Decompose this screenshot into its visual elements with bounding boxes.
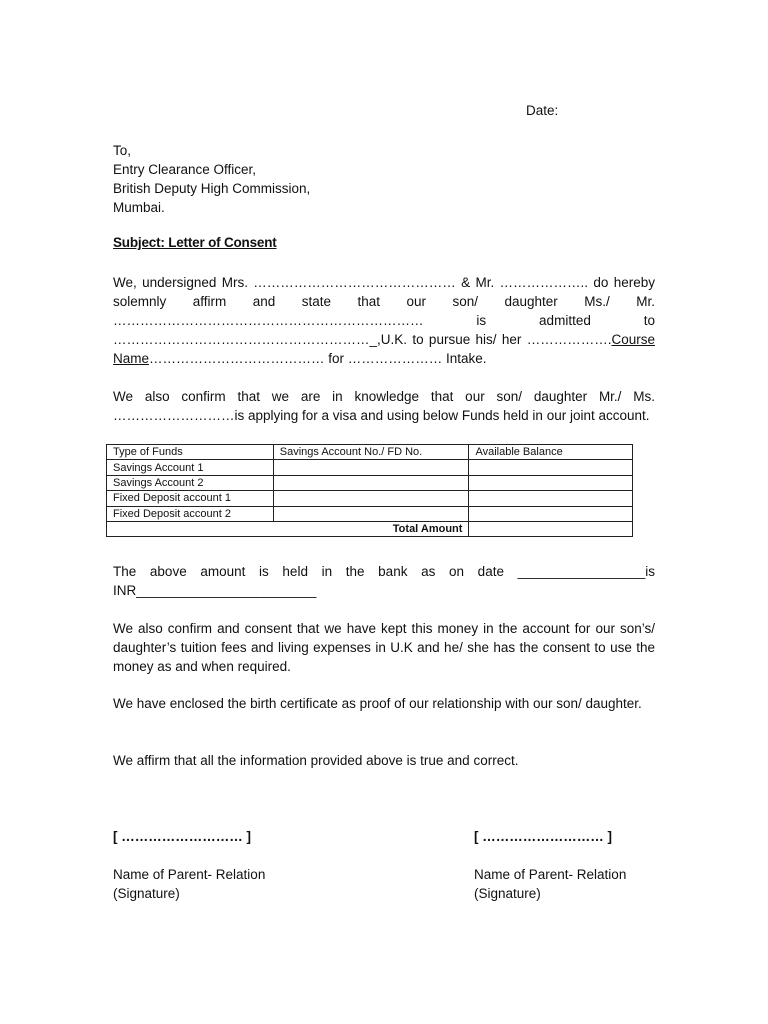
para-line [113, 349, 655, 368]
para-line: …………………………………………………………… is admitted to [113, 313, 655, 328]
para-line: The above amount is held in the bank as on date _________________is [113, 564, 655, 579]
column-header: Available Balance [469, 445, 633, 460]
column-header: Type of Funds [107, 445, 274, 460]
birth-certificate-paragraph: We have enclosed the birth certificate as proof of our relationship with our son/ daughter. [113, 696, 642, 711]
funds-table [106, 444, 633, 537]
balance-cell[interactable] [469, 475, 633, 490]
name-label: Name [113, 351, 150, 366]
balance-cell[interactable] [469, 506, 633, 521]
parent-relation-label: Name of Parent- Relation [474, 867, 627, 882]
table-row [107, 475, 633, 490]
table-row [107, 460, 633, 475]
signature-block-right [474, 827, 626, 903]
address-line: Entry Clearance Officer, [113, 162, 257, 177]
signature-label: (Signature) [474, 886, 541, 901]
subject-heading: Subject: Letter of Consent [113, 235, 277, 250]
amount-paragraph [113, 562, 655, 600]
para-line [113, 330, 655, 349]
table-header-row [107, 445, 633, 460]
course-label: Course [611, 332, 655, 347]
table-row [107, 491, 633, 506]
para-line: INR________________________ [113, 583, 317, 598]
recipient-address [113, 141, 310, 217]
fund-type-cell: Savings Account 2 [107, 475, 274, 490]
account-number-cell[interactable] [273, 475, 469, 490]
balance-cell[interactable] [469, 460, 633, 475]
parent-relation-label: Name of Parent- Relation [113, 867, 266, 882]
signature-block-left [113, 827, 265, 903]
affirmation-paragraph [113, 273, 655, 368]
balance-cell[interactable] [469, 491, 633, 506]
consent-paragraph: We also confirm and consent that we have kept this money in the account for our son’s/ daughter’s tuition fees and living expenses in U.K and he/ she has the consent to use the money as and when required. [113, 621, 655, 674]
address-line: British Deputy High Commission, [113, 181, 311, 196]
account-number-cell[interactable] [273, 460, 469, 475]
address-line: Mumbai. [113, 200, 165, 215]
total-amount-label: Total Amount [107, 521, 469, 536]
fund-type-cell: Savings Account 1 [107, 460, 274, 475]
para-line: We also confirm that we are in knowledge that our son/ daughter Mr./ Ms. [113, 389, 655, 404]
signature-placeholder: [ ……………………… ] [113, 829, 251, 844]
account-number-cell[interactable] [273, 491, 469, 506]
para-text: …………………………………………………_,U.K. to pursue his/ her ………………. [113, 332, 612, 347]
knowledge-paragraph [113, 387, 655, 425]
fund-type-cell: Fixed Deposit account 1 [107, 491, 274, 506]
para-line: ………………………is applying for a visa and using below Funds held in our joint account. [113, 408, 650, 423]
fund-type-cell: Fixed Deposit account 2 [107, 506, 274, 521]
signature-placeholder: [ ……………………… ] [474, 829, 612, 844]
address-line: To, [113, 143, 132, 158]
total-row [107, 521, 633, 536]
total-amount-cell[interactable] [469, 521, 633, 536]
signature-label: (Signature) [113, 886, 180, 901]
column-header: Savings Account No./ FD No. [273, 445, 469, 460]
para-text: ………………………………… for ………………… Intake. [149, 351, 487, 366]
date-label: Date: [526, 103, 559, 118]
para-line: We, undersigned Mrs. ……………………………………… & Mr. ……………….. do hereby [113, 275, 655, 290]
table-row [107, 506, 633, 521]
para-line: solemnly affirm and state that our son/ daughter Ms./ Mr. [113, 294, 655, 309]
truth-affirmation-paragraph: We affirm that all the information provided above is true and correct. [113, 753, 519, 768]
account-number-cell[interactable] [273, 506, 469, 521]
